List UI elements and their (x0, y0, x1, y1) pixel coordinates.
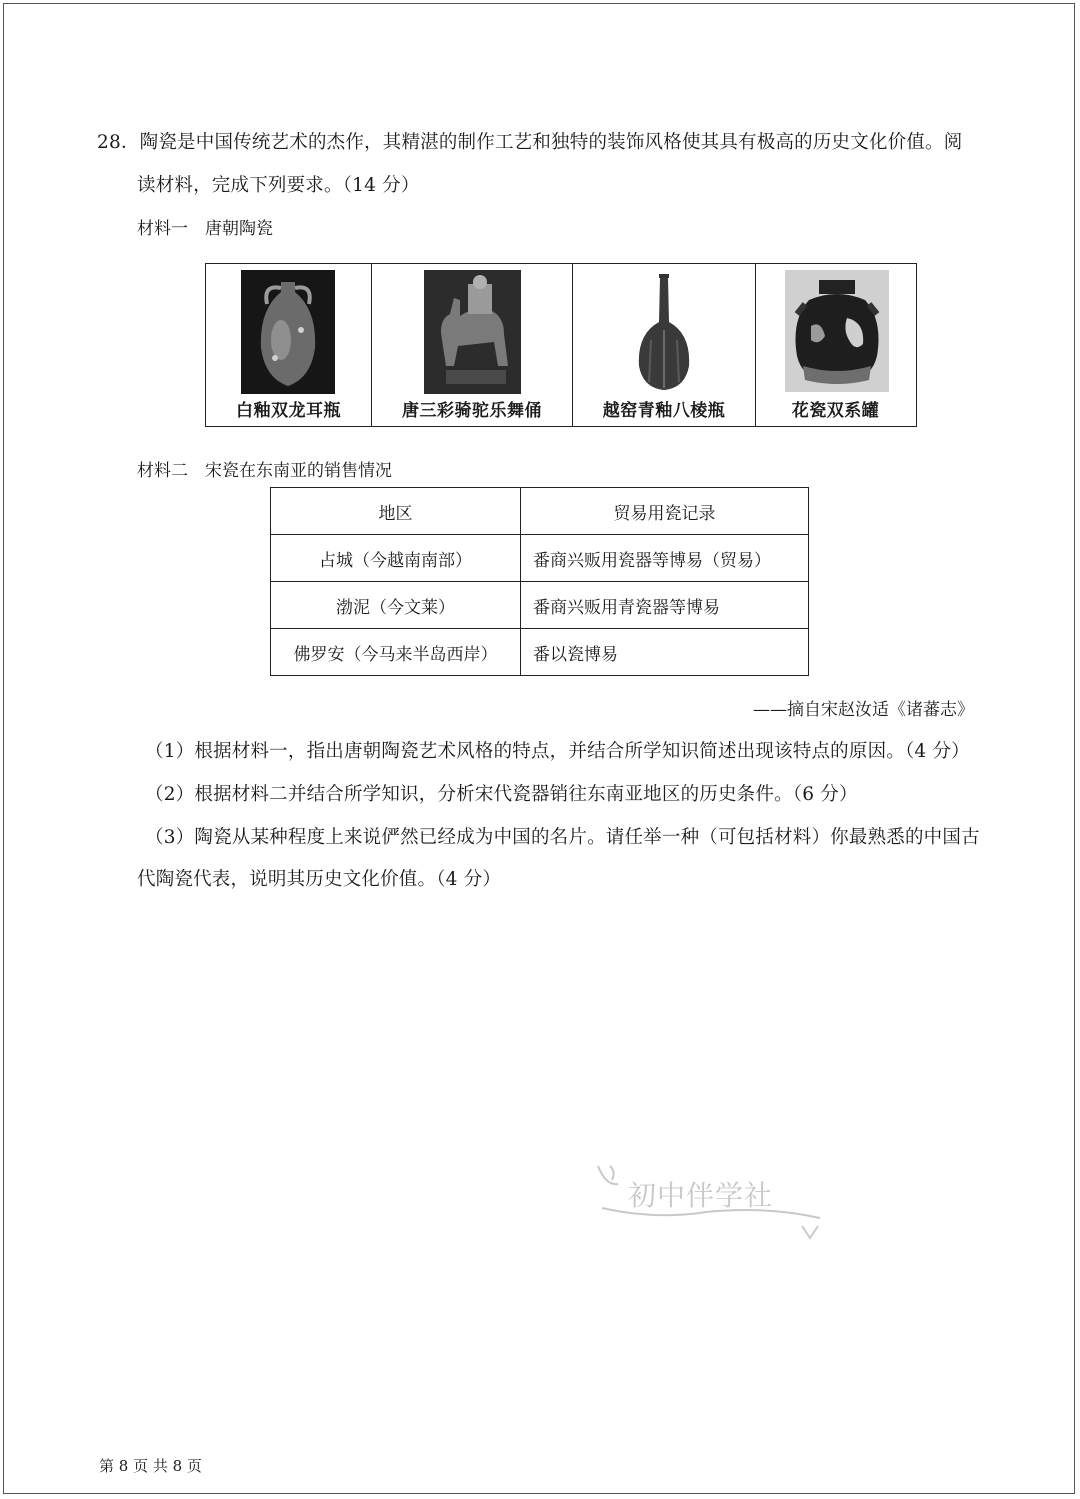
table-cell-record: 番商兴贩用青瓷器等博易 (521, 582, 809, 629)
table-cell-region: 佛罗安（今马来半岛西岸） (271, 629, 521, 676)
page-footer: 第 8 页 共 8 页 (99, 1457, 202, 1475)
ceramic-cell-4 (756, 264, 915, 426)
table-row (271, 582, 809, 629)
material-2-label: 材料二 宋瓷在东南亚的销售情况 (137, 461, 392, 481)
bottle-vase-icon (629, 270, 699, 394)
table-row (271, 629, 809, 676)
subquestion-3-line-1: （3）陶瓷从某种程度上来说俨然已经成为中国的名片。请任举一种（可包括材料）你最熟悉的中国古 (145, 827, 980, 848)
table-cell-region: 渤泥（今文莱） (271, 582, 521, 629)
material-1-label: 材料一 唐朝陶瓷 (137, 219, 273, 239)
ceramic-cell-1 (206, 264, 372, 426)
subquestion-1: （1）根据材料一，指出唐朝陶瓷艺术风格的特点，并结合所学知识简述出现该特点的原因。（4 分） (145, 741, 970, 762)
table-row (271, 535, 809, 582)
ceramic-cell-2 (372, 264, 573, 426)
vase-icon (241, 270, 335, 394)
watermark-text: 初中伴学社 (628, 1179, 774, 1212)
table-header-region: 地区 (271, 488, 521, 535)
jar-icon (785, 270, 889, 392)
table-cell-region: 占城（今越南南部） (271, 535, 521, 582)
table-cell-record: 番以瓷博易 (521, 629, 809, 676)
ceramic-cell-3 (573, 264, 756, 426)
table-header-record: 贸易用瓷记录 (521, 488, 809, 535)
trade-table (270, 487, 809, 676)
question-line-2: 读材料，完成下列要求。（14 分） (137, 175, 420, 196)
question-line-1: 28．陶瓷是中国传统艺术的杰作，其精湛的制作工艺和独特的装饰风格使其具有极高的历史文化价值。阅 (97, 132, 963, 153)
subquestion-3-line-2: 代陶瓷代表，说明其历史文化价值。（4 分） (137, 869, 502, 890)
ceramic-caption-1: 白釉双龙耳瓶 (236, 401, 341, 421)
subquestion-2: （2）根据材料二并结合所学知识，分析宋代瓷器销往东南亚地区的历史条件。（6 分） (145, 784, 858, 805)
ceramic-caption-4: 花瓷双系罐 (791, 401, 880, 421)
ceramic-caption-3: 越窑青釉八棱瓶 (602, 401, 726, 421)
source-citation: ——摘自宋赵汝适《诸蕃志》 (753, 700, 974, 720)
ceramic-caption-2: 唐三彩骑驼乐舞俑 (402, 401, 542, 421)
tang-ceramics-strip (205, 263, 917, 427)
camel-figurine-icon (424, 270, 521, 394)
table-cell-record: 番商兴贩用瓷器等博易（贸易） (521, 535, 809, 582)
table-header-row (271, 488, 809, 535)
